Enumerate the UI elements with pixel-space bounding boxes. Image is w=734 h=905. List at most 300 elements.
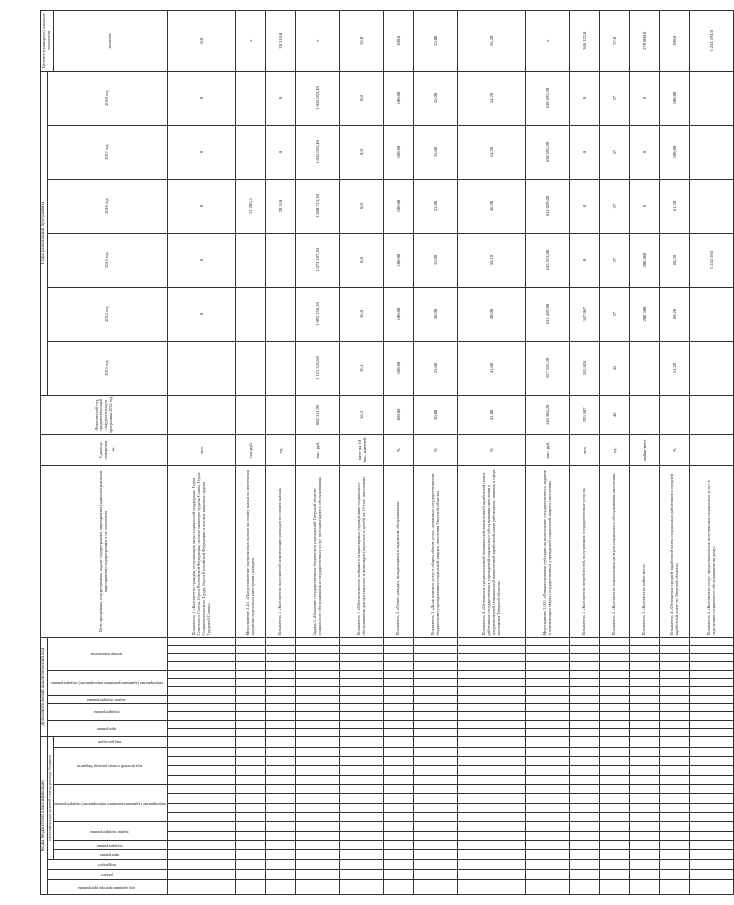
code-cell [296, 794, 340, 803]
indicator-text: Показатель 4 «Отношение среднемесячной номинальной начисленной заработной платы работников государственных учреждений социального обслуживания населения к среднемесячной номинальной начисленной заработной плате работников, занятых в сфере экономики Тверской области» [458, 466, 526, 637]
code-cell [600, 747, 630, 756]
year-value-cell: 33,00 [414, 179, 458, 233]
total-value-cell: 100,0 [384, 11, 414, 72]
unit-cell: ед. [266, 435, 296, 466]
year-value-cell: 30,00 [414, 287, 458, 341]
unit-cell: % [384, 435, 414, 466]
code-cell [168, 850, 236, 859]
code-cell [384, 822, 414, 831]
total-value-cell: 20 318,0 [266, 11, 296, 72]
code-cell [526, 775, 570, 784]
code-cell [690, 841, 734, 850]
year-value-cell: 31 285,5 [236, 179, 266, 233]
code-cell [690, 670, 734, 678]
code-cell [384, 637, 414, 645]
code-cell [526, 803, 570, 812]
year-value-cell: 1 045 693,40 [296, 71, 340, 125]
code-cell [236, 712, 266, 720]
code-cell [384, 720, 414, 728]
code-cell [340, 831, 384, 840]
year-value-cell: 8 [168, 233, 236, 287]
year-value-cell: 0 [570, 233, 600, 287]
unit-cell: тыс. руб. [526, 435, 570, 466]
code-cell [384, 679, 414, 687]
code-cell [414, 728, 458, 736]
an-task-header: задача подпрограммы [47, 695, 168, 703]
year-value-cell: 60,20 [660, 287, 690, 341]
code-cell [458, 831, 526, 840]
year-value-cell: 1 121 335,60 [296, 341, 340, 395]
code-cell [236, 784, 266, 793]
code-cell [414, 737, 458, 747]
code-cell [660, 766, 690, 775]
code-cell [630, 803, 660, 812]
an-program-header: программа [47, 720, 168, 737]
total-value-cell: 100,0 [660, 11, 690, 72]
code-cell [630, 637, 660, 645]
code-cell [340, 679, 384, 687]
code-cell [660, 695, 690, 703]
year-value-cell [236, 233, 266, 287]
year-value-cell: 37 [600, 233, 630, 287]
code-cell [414, 679, 458, 687]
code-cell [414, 803, 458, 812]
code-cell [266, 775, 296, 784]
code-cell [570, 784, 600, 793]
code-cell [526, 870, 570, 880]
year-value-cell: 208 580 [630, 287, 660, 341]
code-cell [414, 850, 458, 859]
total-value-cell: х [526, 11, 570, 72]
code-cell [600, 679, 630, 687]
code-cell [340, 687, 384, 695]
indicator-text: Мероприятие 3.001 «Финансирование субсидии на выполнение государственного задания и компенсации затрат государственных учреждений социальной защиты населения» [526, 466, 570, 637]
code-cell [600, 775, 630, 784]
code-cell [168, 859, 236, 869]
code-cell [296, 803, 340, 812]
year-value-cell: 0,0 [340, 125, 384, 179]
code-cell [168, 645, 236, 653]
code-cell [458, 728, 526, 736]
code-cell [630, 775, 660, 784]
code-cell [340, 850, 384, 859]
code-cell [266, 747, 296, 756]
unit-cell: ед. [600, 435, 630, 466]
code-cell [690, 803, 734, 812]
code-cell [660, 670, 690, 678]
code-cell [236, 637, 266, 645]
code-cell [458, 841, 526, 850]
code-cell [458, 766, 526, 775]
year-value-cell: 100,00 [384, 233, 414, 287]
code-cell [384, 695, 414, 703]
fact-cell: 100,00 [384, 395, 414, 434]
code-cell [340, 841, 384, 850]
code-cell [690, 850, 734, 859]
code-cell [570, 679, 600, 687]
code-cell [570, 703, 600, 711]
code-cell [690, 637, 734, 645]
indicator-text: Показатель 2 «Количество комплексных центров социального обслуживания населения» [600, 466, 630, 637]
code-cell [236, 645, 266, 653]
code-cell [266, 737, 296, 747]
code-cell [384, 766, 414, 775]
year-value-cell: 54,20 [458, 71, 526, 125]
goal-column-header: Цель программы, подпрограммы, задачи подпрограммы, мероприятия (административные мероприятия) подпрограммы и их показатели [41, 466, 168, 637]
code-cell [690, 784, 734, 793]
unit-cell: % [660, 435, 690, 466]
code-cell [690, 662, 734, 670]
code-cell [630, 662, 660, 670]
years-group-header: Годы реализации программы [41, 71, 48, 395]
code-cell [526, 637, 570, 645]
year-value-cell: 35,00 [414, 125, 458, 179]
code-cell [384, 728, 414, 736]
code-cell [384, 794, 414, 803]
code-cell [660, 870, 690, 880]
code-cell [458, 784, 526, 793]
code-cell [458, 775, 526, 784]
year-value-cell: 0 [630, 71, 660, 125]
year-value-cell: 54,20 [458, 125, 526, 179]
code-cell [570, 654, 600, 662]
code-cell [630, 645, 660, 653]
year-value-cell: 0 [168, 125, 236, 179]
code-cell [414, 654, 458, 662]
program-table-sheet [40, 10, 716, 895]
code-cell [266, 794, 296, 803]
code-cell [570, 870, 600, 880]
unit-cell: мест на 10 тыс. жителей [340, 435, 384, 466]
table-body [168, 11, 734, 895]
code-cell [526, 728, 570, 736]
table-row [414, 11, 458, 895]
code-cell [690, 687, 734, 695]
code-cell [236, 822, 266, 831]
code-cell [384, 662, 414, 670]
year-2014-header: 2014 год [47, 287, 168, 341]
code-cell [168, 703, 236, 711]
year-value-cell: 0 [266, 71, 296, 125]
code-cell [690, 654, 734, 662]
code-cell [600, 670, 630, 678]
year-value-cell [236, 125, 266, 179]
total-value-cell: 56,30 [458, 11, 526, 72]
indicator-text: Показатель 1 «Количество граждан, получающих меры социальной поддержки: Герои Советского Союза, Герои Российской Федерации, полные кавалеры ордена Славы, Герои Социалистического Труда, Герои Российской Федерации и полные кавалеры ордена Трудовой Славы» [168, 466, 236, 637]
code-cell [168, 794, 236, 803]
code-cell [690, 737, 734, 747]
code-cell [570, 766, 600, 775]
unit-cell: тыс.руб. [236, 435, 266, 466]
code-cell [296, 670, 340, 678]
total-value-cell: 36,0 [340, 11, 384, 72]
code-cell [168, 841, 236, 850]
code-cell [384, 813, 414, 822]
code-cell [660, 662, 690, 670]
code-cell [570, 637, 600, 645]
code-cell [266, 662, 296, 670]
year-value-cell: 0,0 [340, 233, 384, 287]
code-cell [340, 859, 384, 869]
code-cell [266, 756, 296, 765]
code-cell [600, 813, 630, 822]
code-cell [600, 841, 630, 850]
code-cell [384, 737, 414, 747]
table-row [384, 11, 414, 895]
code-cell [570, 859, 600, 869]
code-cell [296, 687, 340, 695]
year-value-cell [266, 341, 296, 395]
unit-cell: % [414, 435, 458, 466]
code-cell [414, 637, 458, 645]
table-row [600, 11, 630, 895]
code-cell [690, 679, 734, 687]
code-cell [236, 670, 266, 678]
year-value-cell: 0 [266, 125, 296, 179]
fact-year-column-header: Фактический год, предшествующий году реализации программы 2012 год [41, 395, 168, 434]
code-cell [384, 870, 414, 880]
year-value-cell: 100,00 [384, 341, 414, 395]
indicator-text: Показатель 3 «Доля платных услуг в общем объеме услуг, оказанных государственными бюджетными учреждениями социальной защиты населения Тверской области» [414, 466, 458, 637]
code-cell [660, 645, 690, 653]
code-cell [340, 870, 384, 880]
code-cell [570, 831, 600, 840]
code-cell [236, 803, 266, 812]
code-cell [600, 766, 630, 775]
code-cell [526, 645, 570, 653]
year-value-cell [236, 71, 266, 125]
code-cell [630, 794, 660, 803]
code-cell [690, 747, 734, 756]
code-cell [340, 784, 384, 793]
code-cell [660, 803, 690, 812]
code-cell [526, 703, 570, 711]
code-cell [630, 737, 660, 747]
code-cell [384, 831, 414, 840]
code-cell [340, 695, 384, 703]
unit-cell [690, 435, 734, 466]
year-value-cell: 633 029,00 [526, 179, 570, 233]
code-cell [526, 737, 570, 747]
year-value-cell: 0 [630, 179, 660, 233]
code-cell [266, 695, 296, 703]
code-cell [266, 831, 296, 840]
table-row [296, 11, 340, 895]
code-cell [296, 756, 340, 765]
code-cell [384, 670, 414, 678]
unit-cell: % [458, 435, 526, 466]
year-value-cell [236, 341, 266, 395]
code-cell [526, 822, 570, 831]
code-cell [600, 662, 630, 670]
year-value-cell: 0,0 [340, 71, 384, 125]
year-value-cell: 0 [630, 125, 660, 179]
year-value-cell: 100,00 [660, 125, 690, 179]
indicator-text: Показатель 1 «Обеспеченность койками в стационарных учреждениях социального обслуживания для престарелых и инвалидов (взрослых и детей) на 10 тыс. населения» [340, 466, 384, 637]
year-value-cell [236, 287, 266, 341]
code-cell [570, 737, 600, 747]
year-value-cell: 645 913,80 [526, 233, 570, 287]
fact-cell: 346 384,20 [526, 395, 570, 434]
total-value-cell: 5 244 594,0 [690, 11, 734, 72]
code-cell [266, 637, 296, 645]
year-value-cell: 100,00 [660, 71, 690, 125]
code-cell [296, 728, 340, 736]
code-cell [296, 679, 340, 687]
code-cell [630, 859, 660, 869]
code-cell [458, 747, 526, 756]
code-cell [526, 662, 570, 670]
code-cell [600, 720, 630, 728]
code-cell [570, 803, 600, 812]
code-cell [630, 756, 660, 765]
code-cell [660, 756, 690, 765]
code-cell [630, 766, 660, 775]
year-value-cell: 353 024 [570, 341, 600, 395]
indicator-text: Показатель 1 «Количество получателей компенсации расходов по оплате жилья» [266, 466, 296, 637]
code-cell [340, 803, 384, 812]
final-value-subheader: значение [53, 11, 168, 72]
indicator-text: Показатель 5 «Количество услуг, предоставленных получателям социальных услуг в отделениях социального обслуживания на дому» [690, 466, 734, 637]
code-cell [630, 784, 660, 793]
code-cell [414, 841, 458, 850]
code-cell [340, 794, 384, 803]
code-cell [600, 822, 630, 831]
code-cell [570, 695, 600, 703]
ta-expense-type-header: вид расходов [53, 737, 168, 747]
code-cell [660, 747, 690, 756]
code-cell [236, 841, 266, 850]
fact-cell [236, 395, 266, 434]
code-cell [690, 728, 734, 736]
year-value-cell: 0 [168, 179, 236, 233]
year-value-cell [690, 341, 734, 395]
code-cell [340, 728, 384, 736]
code-cell [526, 670, 570, 678]
code-cell [458, 662, 526, 670]
table-row [168, 11, 236, 895]
code-cell [570, 850, 600, 859]
code-cell [630, 870, 660, 880]
code-cell [660, 813, 690, 822]
code-cell [660, 880, 690, 895]
code-cell [236, 703, 266, 711]
year-value-cell: 0,0 [340, 179, 384, 233]
code-cell [296, 720, 340, 728]
code-cell [600, 850, 630, 859]
table-row [340, 11, 384, 895]
code-cell [570, 720, 600, 728]
code-cell [414, 712, 458, 720]
code-cell [296, 747, 340, 756]
indicator-text: Задача 3 «Оказание государственных бюджетных учреждений Тверской области социального обслуживания и государственных услуг нестационарного обслуживания» [296, 466, 340, 637]
code-cell [296, 813, 340, 822]
code-cell [630, 654, 660, 662]
code-cell [414, 756, 458, 765]
code-cell [690, 870, 734, 880]
code-cell [526, 687, 570, 695]
code-cell [660, 850, 690, 859]
year-value-cell: 0 [570, 125, 600, 179]
code-cell [266, 880, 296, 895]
code-cell [458, 687, 526, 695]
code-cell [236, 654, 266, 662]
code-cell [458, 679, 526, 687]
admin-code-header: код администратора программы [47, 880, 168, 895]
code-cell [384, 747, 414, 756]
code-cell [340, 747, 384, 756]
code-cell [690, 703, 734, 711]
code-cell [690, 756, 734, 765]
total-value-cell: 270 000,0 [630, 11, 660, 72]
indicator-text: Показатель 3 «Количество койко-мест» [630, 466, 660, 637]
year-value-cell: 23,00 [414, 341, 458, 395]
year-value-cell: 638 695,90 [526, 125, 570, 179]
code-cell [526, 756, 570, 765]
code-cell [296, 850, 340, 859]
code-cell [690, 645, 734, 653]
code-cell [296, 766, 340, 775]
code-cell [168, 747, 236, 756]
year-value-cell: 8 [168, 287, 236, 341]
code-cell [660, 737, 690, 747]
code-cell [340, 813, 384, 822]
code-cell [660, 720, 690, 728]
code-cell [600, 645, 630, 653]
year-value-cell: 208 860 [630, 233, 660, 287]
code-cell [414, 775, 458, 784]
year-value-cell: 100,00 [384, 179, 414, 233]
code-cell [526, 841, 570, 850]
ta-program-header: программа [53, 850, 168, 859]
year-value-cell: 0 [570, 179, 600, 233]
code-cell [296, 822, 340, 831]
code-cell [168, 637, 236, 645]
code-cell [660, 775, 690, 784]
code-cell [384, 803, 414, 812]
code-cell [296, 859, 340, 869]
year-value-cell: 50,10 [458, 233, 526, 287]
year-value-cell: 60,20 [660, 233, 690, 287]
code-cell [630, 703, 660, 711]
code-cell [458, 654, 526, 662]
year-value-cell: 40,00 [458, 287, 526, 341]
code-cell [690, 720, 734, 728]
table-row [236, 11, 266, 895]
total-value-cell: 37,0 [600, 11, 630, 72]
fact-cell [690, 395, 734, 434]
code-cell [296, 841, 340, 850]
total-value-cell: 35,00 [414, 11, 458, 72]
year-value-cell [630, 341, 660, 395]
code-cell [630, 822, 660, 831]
code-cell [660, 841, 690, 850]
code-cell [570, 687, 600, 695]
code-cell [526, 695, 570, 703]
code-cell [526, 679, 570, 687]
code-cell [690, 775, 734, 784]
year-2018-header: 2018 год [47, 71, 168, 125]
code-cell [340, 822, 384, 831]
code-cell [296, 831, 340, 840]
code-cell [600, 794, 630, 803]
code-cell [236, 870, 266, 880]
year-value-cell: 20 318 [266, 179, 296, 233]
code-cell [526, 831, 570, 840]
code-cell [168, 803, 236, 812]
year-value-cell: 638 695,90 [526, 71, 570, 125]
code-cell [414, 831, 458, 840]
